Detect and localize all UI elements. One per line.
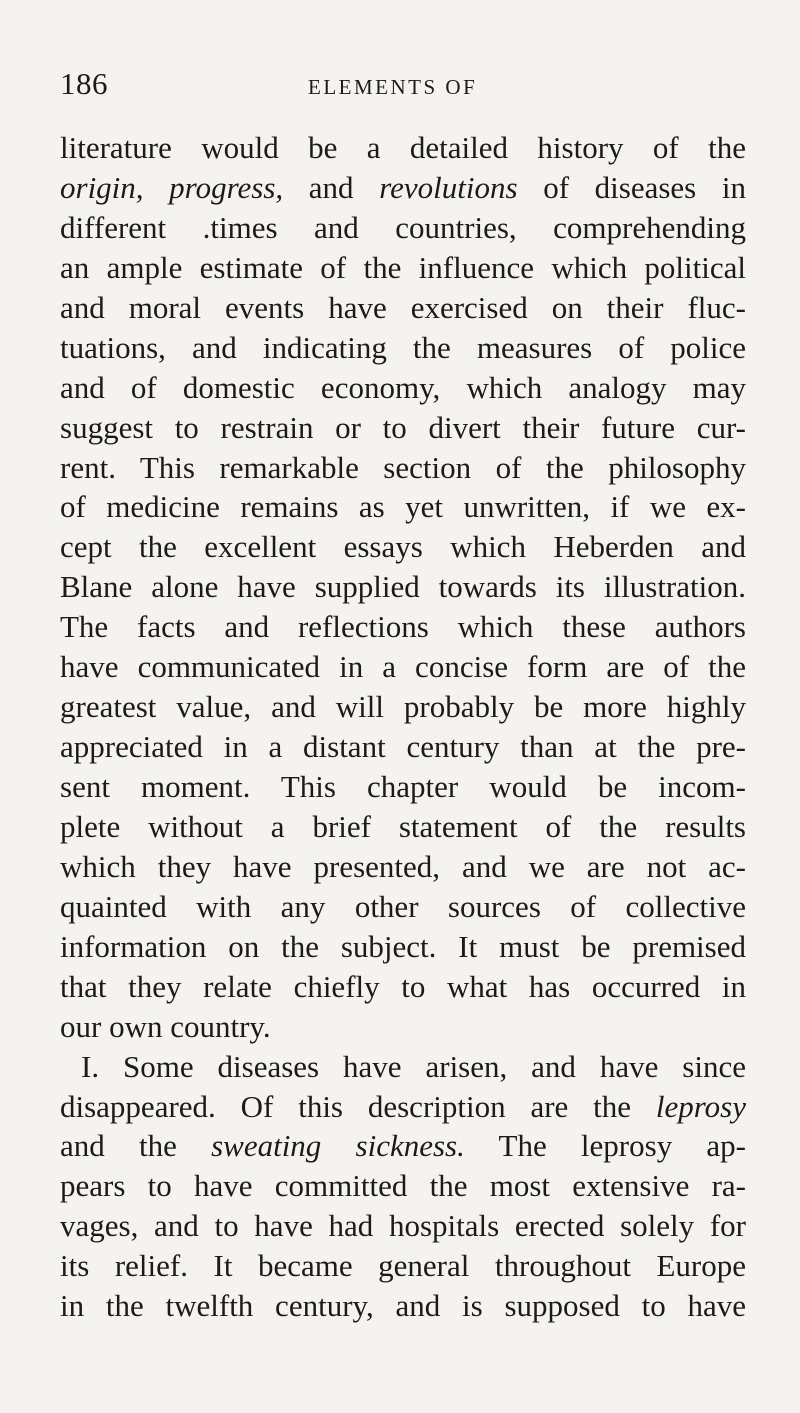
text-line: an ample estimate of the influence which political [60, 249, 746, 285]
text-line: information on the subject. It must be premised [60, 928, 746, 964]
text-line: sent moment. This chapter would be incom- [60, 769, 746, 804]
text-line: quainted with any other sources of collective [60, 888, 746, 924]
text-line: and the sweating sickness. The leprosy ap- [60, 1128, 746, 1164]
text-line: plete without a brief statement of the results [60, 808, 746, 844]
text-line: The facts and reflections which these authors [60, 609, 746, 645]
running-head: ELEMENTS OF [308, 75, 478, 99]
text-line: of medicine remains as yet unwritten, if we ex- [60, 489, 746, 525]
paragraph-end-line: our own country. [60, 1008, 271, 1044]
text-line: Blane alone have supplied towards its illustration. [60, 569, 746, 605]
text-line: cept the excellent essays which Heberden and [60, 529, 746, 565]
text-line: suggest to restrain or to divert their future cur- [60, 409, 746, 445]
italic-term: sweating sickness. [211, 1128, 465, 1164]
italic-term: origin, progress, [60, 169, 284, 205]
page-number: 186 [60, 66, 108, 101]
text-line: in the twelfth century, and is supposed to have [60, 1288, 746, 1324]
text-line: that they relate chiefly to what has occurred in [60, 968, 746, 1004]
italic-term: revolutions [379, 169, 518, 205]
text-line: greatest value, and will probably be more highly [60, 689, 746, 725]
text-line: origin, progress, and revolutions of diseases in [60, 169, 746, 205]
text-line: which they have presented, and we are not ac- [60, 848, 746, 884]
text-line: have communicated in a concise form are of the [60, 649, 746, 685]
italic-term: leprosy [655, 1088, 746, 1124]
text-line: disappeared. Of this description are the leprosy [60, 1088, 746, 1124]
text-line: and moral events have exercised on their fluc- [60, 289, 746, 325]
page-header [60, 66, 746, 106]
text-line: different .times and countries, comprehending [60, 209, 746, 245]
text-line: vages, and to have had hospitals erected solely for [60, 1208, 746, 1244]
text-line: its relief. It became general throughout Europe [60, 1248, 746, 1284]
text-line: rent. This remarkable section of the philosophy [60, 449, 746, 485]
text-line: pears to have committed the most extensive ra- [60, 1168, 746, 1204]
text-line: and of domestic economy, which analogy may [60, 369, 746, 405]
text-line: literature would be a detailed history of the [60, 130, 746, 165]
text-line: appreciated in a distant century than at the pre- [60, 729, 746, 765]
text-line: tuations, and indicating the measures of police [60, 329, 746, 365]
text-line: I. Some diseases have arisen, and have since [81, 1048, 746, 1084]
body-text [60, 128, 746, 1326]
